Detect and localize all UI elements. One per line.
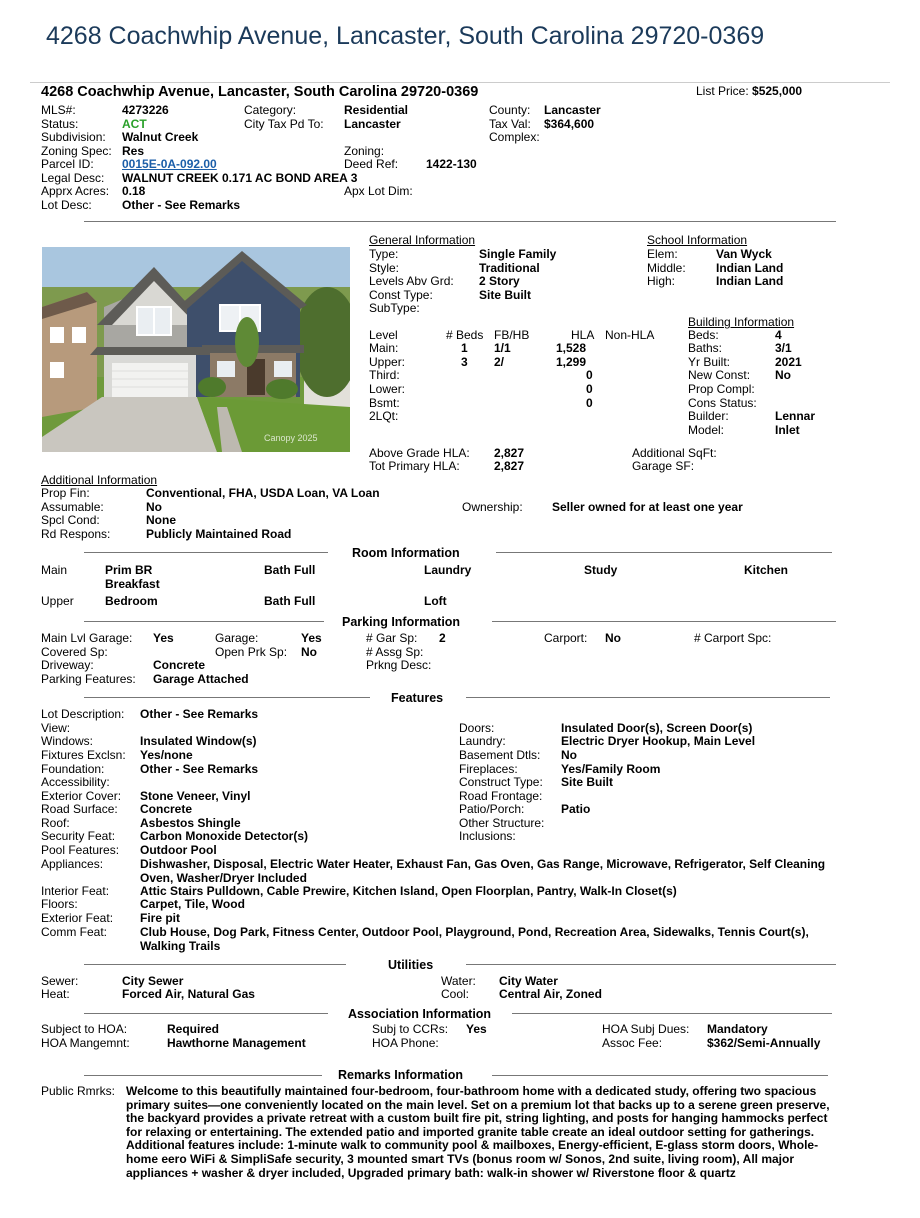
parking-features-label: Parking Features: (41, 672, 136, 686)
category-label: Category: (244, 103, 297, 117)
row-beds: 3 (461, 355, 468, 369)
room-main-label: Main (41, 563, 68, 577)
list-price-label: List Price: (696, 84, 749, 98)
house-photo-image (42, 247, 350, 452)
beds-label: Beds: (688, 328, 719, 342)
ccrs-value: Yes (466, 1022, 487, 1036)
heat-value: Forced Air, Natural Gas (122, 987, 255, 1001)
parking-features-value: Garage Attached (153, 672, 249, 686)
subtype-label: SubType: (369, 301, 420, 315)
room-rule-left (84, 552, 328, 553)
appliances-value: Dishwasher, Disposal, Electric Water Heater, Exhaust Fan, Gas Oven, Gas Range, Microwave, Refrigerator, Self Cleaning Oven, Washer/Dryer Included (140, 857, 826, 885)
fireplaces-value: Yes/Family Room (561, 762, 661, 776)
mls-label: MLS#: (41, 103, 76, 117)
exterior-cover-value: Stone Veneer, Vinyl (140, 789, 251, 803)
hoa-mgmt-value: Hawthorne Management (167, 1036, 306, 1050)
public-remarks-label: Public Rmrks: (41, 1084, 116, 1098)
parking-rule-left (84, 621, 324, 622)
room-prim-br: Prim BR (105, 563, 153, 577)
builder-value: Lennar (775, 409, 816, 423)
security-value: Carbon Monoxide Detector(s) (140, 829, 309, 843)
row-level: 2LQt: (369, 409, 399, 423)
room-bath-full-upper: Bath Full (264, 594, 316, 608)
construct-type-value: Site Built (561, 775, 614, 789)
assumable-value: No (146, 500, 162, 514)
baths-label: Baths: (688, 341, 723, 355)
road-surface-value: Concrete (140, 802, 193, 816)
open-prk-value: No (301, 645, 317, 659)
carport-spc-label: # Carport Spc: (694, 631, 772, 645)
room-loft: Loft (424, 594, 447, 608)
zoning-spec-label: Zoning Spec: (41, 144, 112, 158)
parcel-label: Parcel ID: (41, 157, 94, 171)
windows-label: Windows: (41, 734, 94, 748)
acres-value: 0.18 (122, 184, 146, 198)
middle-value: Indian Land (716, 261, 784, 275)
row-hla: 0 (586, 368, 593, 382)
tot-primary-value: 2,827 (494, 459, 525, 473)
view-label: View: (41, 721, 71, 735)
tax-val-value: $364,600 (544, 117, 595, 131)
city-tax-value: Lancaster (344, 117, 401, 131)
above-grade-value: 2,827 (494, 446, 525, 460)
driveway-label: Driveway: (41, 658, 94, 672)
baths-value: 3/1 (775, 341, 792, 355)
zoning-spec-value: Res (122, 144, 145, 158)
laundry-label: Laundry: (459, 734, 506, 748)
utilities-rule-left (84, 964, 346, 965)
basement-value: No (561, 748, 577, 762)
tax-val-label: Tax Val: (489, 117, 531, 131)
subject-hoa-value: Required (167, 1022, 220, 1036)
carport-label: Carport: (544, 631, 588, 645)
prop-compl-label: Prop Compl: (688, 382, 755, 396)
room-rule-right (496, 552, 832, 553)
floors-value: Carpet, Tile, Wood (140, 897, 245, 911)
room-upper-label: Upper (41, 594, 74, 608)
row-level: Bsmt: (369, 396, 400, 410)
rd-respons-value: Publicly Maintained Road (146, 527, 292, 541)
ownership-value: Seller owned for at least one year (552, 500, 743, 514)
heat-label: Heat: (41, 987, 70, 1001)
association-section-title: Association Information (348, 1007, 492, 1021)
hoa-dues-label: HOA Subj Dues: (602, 1022, 690, 1036)
room-bath-full-main: Bath Full (264, 563, 316, 577)
accessibility-label: Accessibility: (41, 775, 110, 789)
summary-divider (84, 221, 836, 222)
above-grade-label: Above Grade HLA: (369, 446, 470, 460)
row-hla: 1,299 (556, 355, 587, 369)
sewer-label: Sewer: (41, 974, 79, 988)
legal-value: WALNUT CREEK 0.171 AC BOND AREA 3 (122, 171, 358, 185)
exterior-cover-label: Exterior Cover: (41, 789, 122, 803)
road-frontage-label: Road Frontage: (459, 789, 543, 803)
association-rule-right (512, 1013, 832, 1014)
prkng-desc-label: Prkng Desc: (366, 658, 432, 672)
room-laundry: Laundry (424, 563, 472, 577)
add-sqft-label: Additional SqFt: (632, 446, 717, 460)
hoa-phone-label: HOA Phone: (372, 1036, 439, 1050)
spcl-cond-value: None (146, 513, 176, 527)
garage-value: Yes (301, 631, 322, 645)
lot-desc-label: Lot Desc: (41, 198, 92, 212)
deed-value: 1422-130 (426, 157, 477, 171)
remarks-rule-right (492, 1075, 828, 1076)
ownership-label: Ownership: (462, 500, 523, 514)
tot-primary-label: Tot Primary HLA: (369, 459, 460, 473)
levels-label: Levels Abv Grd: (369, 274, 454, 288)
windows-value: Insulated Window(s) (140, 734, 257, 748)
listing-address: 4268 Coachwhip Avenue, Lancaster, South Carolina 29720-0369 (41, 84, 479, 100)
status-badge: ACT (122, 117, 147, 131)
school-title: School Information (647, 233, 748, 247)
list-price-value: $525,000 (752, 84, 803, 98)
assoc-fee-label: Assoc Fee: (602, 1036, 663, 1050)
main-lvl-garage-label: Main Lvl Garage: (41, 631, 133, 645)
apx-lot-label: Apx Lot Dim: (344, 184, 413, 198)
water-label: Water: (441, 974, 476, 988)
features-rule-right (466, 697, 830, 698)
elem-label: Elem: (647, 247, 678, 261)
row-level: Lower: (369, 382, 406, 396)
lot-description-label: Lot Description: (41, 707, 125, 721)
header-fbhb: FB/HB (494, 328, 530, 342)
lot-description-value: Other - See Remarks (140, 707, 259, 721)
row-level: Main: (369, 341, 399, 355)
water-value: City Water (499, 974, 558, 988)
county-value: Lancaster (544, 103, 601, 117)
high-value: Indian Land (716, 274, 784, 288)
security-label: Security Feat: (41, 829, 116, 843)
foundation-value: Other - See Remarks (140, 762, 259, 776)
city-tax-label: City Tax Pd To: (244, 117, 324, 131)
list-price (696, 85, 802, 99)
high-label: High: (647, 274, 676, 288)
row-fbhb: 1/1 (494, 341, 511, 355)
interior-label: Interior Feat: (41, 884, 110, 898)
const-value: Site Built (479, 288, 532, 302)
mls-value: 4273226 (122, 103, 169, 117)
prop-fin-label: Prop Fin: (41, 486, 90, 500)
builder-label: Builder: (688, 409, 729, 423)
appliances-label: Appliances: (41, 857, 104, 871)
beds-value: 4 (775, 328, 782, 342)
style-label: Style: (369, 261, 400, 275)
model-value: Inlet (775, 423, 800, 437)
road-surface-label: Road Surface: (41, 802, 118, 816)
room-bedroom: Bedroom (105, 594, 158, 608)
style-value: Traditional (479, 261, 540, 275)
comm-feat-label: Comm Feat: (41, 925, 108, 939)
row-beds: 1 (461, 341, 468, 355)
patio-label: Patio/Porch: (459, 802, 525, 816)
utilities-section-title: Utilities (388, 958, 434, 972)
zoning-label: Zoning: (344, 144, 385, 158)
yr-built-value: 2021 (775, 355, 802, 369)
additional-title: Additional Information (41, 473, 158, 487)
features-rule-left (84, 697, 370, 698)
assumable-label: Assumable: (41, 500, 104, 514)
new-const-label: New Const: (688, 368, 751, 382)
rd-respons-label: Rd Respons: (41, 527, 111, 541)
public-remarks-text: Welcome to this beautifully maintained four-bedroom, four-bathroom home with a dedicated study, offering two spacious primary suites—one conveniently located on the main level. Set on a premium lot that backs up to a serene green preserve, the backyard provides a private retreat with a custom built fire pit, string lighting, and posts for hanging hammocks perfect for relaxing or entertaining. The extended patio and imported granite table create an ideal outdoor setting for gatherings. Additional features include: 1-minute walk to community pool & mailboxes, Energy-efficient, E-glass storm doors, Whole-home eero WiFi & SimpliSafe security, 3 mounted smart TVs (bonus room w/ Sonos, 2nd suite, living room), All major appliances + washer & dryer included, Upgraded primary bath: walk-in shower w/ Riverstone floor & quartz (126, 1085, 830, 1180)
parking-section-title: Parking Information (342, 615, 461, 629)
remarks-rule-left (84, 1075, 322, 1076)
parking-rule-right (492, 621, 836, 622)
type-value: Single Family (479, 247, 557, 261)
driveway-value: Concrete (153, 658, 206, 672)
garage-sf-label: Garage SF: (632, 459, 695, 473)
subject-hoa-label: Subject to HOA: (41, 1022, 128, 1036)
main-lvl-garage-value: Yes (153, 631, 174, 645)
inclusions-label: Inclusions: (459, 829, 516, 843)
row-level: Upper: (369, 355, 406, 369)
building-title: Building Information (688, 315, 795, 329)
laundry-value: Electric Dryer Hookup, Main Level (561, 734, 756, 748)
open-prk-label: Open Prk Sp: (215, 645, 288, 659)
county-label: County: (489, 103, 531, 117)
other-structure-label: Other Structure: (459, 816, 545, 830)
spcl-cond-label: Spcl Cond: (41, 513, 100, 527)
utilities-rule-right (466, 964, 836, 965)
assg-sp-label: # Assg Sp: (366, 645, 424, 659)
room-breakfast: Breakfast (105, 577, 160, 591)
header-divider (30, 82, 890, 83)
type-label: Type: (369, 247, 399, 261)
garage-label: Garage: (215, 631, 259, 645)
levels-value: 2 Story (479, 274, 520, 288)
subdivision-value: Walnut Creek (122, 130, 199, 144)
doors-value: Insulated Door(s), Screen Door(s) (561, 721, 753, 735)
comm-feat-value: Club House, Dog Park, Fitness Center, Outdoor Pool, Playground, Pond, Recreation Area, Sidewalks, Tennis Court(s), Walking Trails (140, 925, 809, 953)
elem-value: Van Wyck (716, 247, 772, 261)
gar-sp-value: 2 (439, 631, 446, 645)
status-label: Status: (41, 117, 79, 131)
room-kitchen: Kitchen (744, 563, 789, 577)
middle-label: Middle: (647, 261, 686, 275)
general-title: General Information (369, 233, 476, 247)
floors-label: Floors: (41, 897, 78, 911)
lot-desc-value: Other - See Remarks (122, 198, 241, 212)
fireplaces-label: Fireplaces: (459, 762, 518, 776)
fixtures-label: Fixtures Exclsn: (41, 748, 126, 762)
basement-label: Basement Dtls: (459, 748, 541, 762)
header-beds: # Beds (446, 328, 484, 342)
doors-label: Doors: (459, 721, 495, 735)
parcel-link[interactable]: 0015E-0A-092.00 (122, 157, 217, 171)
hoa-dues-value: Mandatory (707, 1022, 768, 1036)
covered-sp-label: Covered Sp: (41, 645, 108, 659)
model-label: Model: (688, 423, 725, 437)
pool-label: Pool Features: (41, 843, 120, 857)
ccrs-label: Subj to CCRs: (372, 1022, 449, 1036)
acres-label: Apprx Acres: (41, 184, 110, 198)
cons-status-label: Cons Status: (688, 396, 757, 410)
header-nonhla: Non-HLA (605, 328, 655, 342)
new-const-value: No (775, 368, 791, 382)
prop-fin-value: Conventional, FHA, USDA Loan, VA Loan (146, 486, 380, 500)
fixtures-value: Yes/none (140, 748, 193, 762)
room-section-title: Room Information (352, 546, 460, 560)
cool-value: Central Air, Zoned (499, 987, 602, 1001)
deed-label: Deed Ref: (344, 157, 399, 171)
roof-value: Asbestos Shingle (140, 816, 241, 830)
pool-value: Outdoor Pool (140, 843, 217, 857)
cool-label: Cool: (441, 987, 470, 1001)
header-level: Level (369, 328, 398, 342)
legal-label: Legal Desc: (41, 171, 105, 185)
features-section-title: Features (391, 691, 444, 705)
construct-type-label: Construct Type: (459, 775, 543, 789)
row-hla: 0 (586, 382, 593, 396)
category-value: Residential (344, 103, 409, 117)
subdivision-label: Subdivision: (41, 130, 106, 144)
remarks-section-title: Remarks Information (338, 1068, 464, 1082)
carport-value: No (605, 631, 621, 645)
row-level: Third: (369, 368, 400, 382)
foundation-label: Foundation: (41, 762, 105, 776)
photo-watermark: Canopy 2025 (264, 433, 318, 443)
room-study: Study (584, 563, 618, 577)
interior-value: Attic Stairs Pulldown, Cable Prewire, Kitchen Island, Open Floorplan, Pantry, Walk-In Closet(s) (140, 884, 677, 898)
exterior-feat-value: Fire pit (140, 911, 181, 925)
exterior-feat-label: Exterior Feat: (41, 911, 114, 925)
roof-label: Roof: (41, 816, 70, 830)
hoa-mgmt-label: HOA Mangemnt: (41, 1036, 130, 1050)
page-heading: 4268 Coachwhip Avenue, Lancaster, South Carolina 29720-0369 (46, 22, 765, 50)
row-hla: 1,528 (556, 341, 587, 355)
gar-sp-label: # Gar Sp: (366, 631, 418, 645)
row-hla: 0 (586, 396, 593, 410)
property-photo (42, 247, 350, 452)
row-fbhb: 2/ (494, 355, 505, 369)
patio-value: Patio (561, 802, 591, 816)
assoc-fee-value: $362/Semi-Annually (707, 1037, 821, 1050)
yr-built-label: Yr Built: (688, 355, 731, 369)
association-rule-left (84, 1013, 328, 1014)
const-label: Const Type: (369, 288, 433, 302)
sewer-value: City Sewer (122, 974, 184, 988)
header-hla: HLA (571, 328, 595, 342)
complex-label: Complex: (489, 130, 540, 144)
